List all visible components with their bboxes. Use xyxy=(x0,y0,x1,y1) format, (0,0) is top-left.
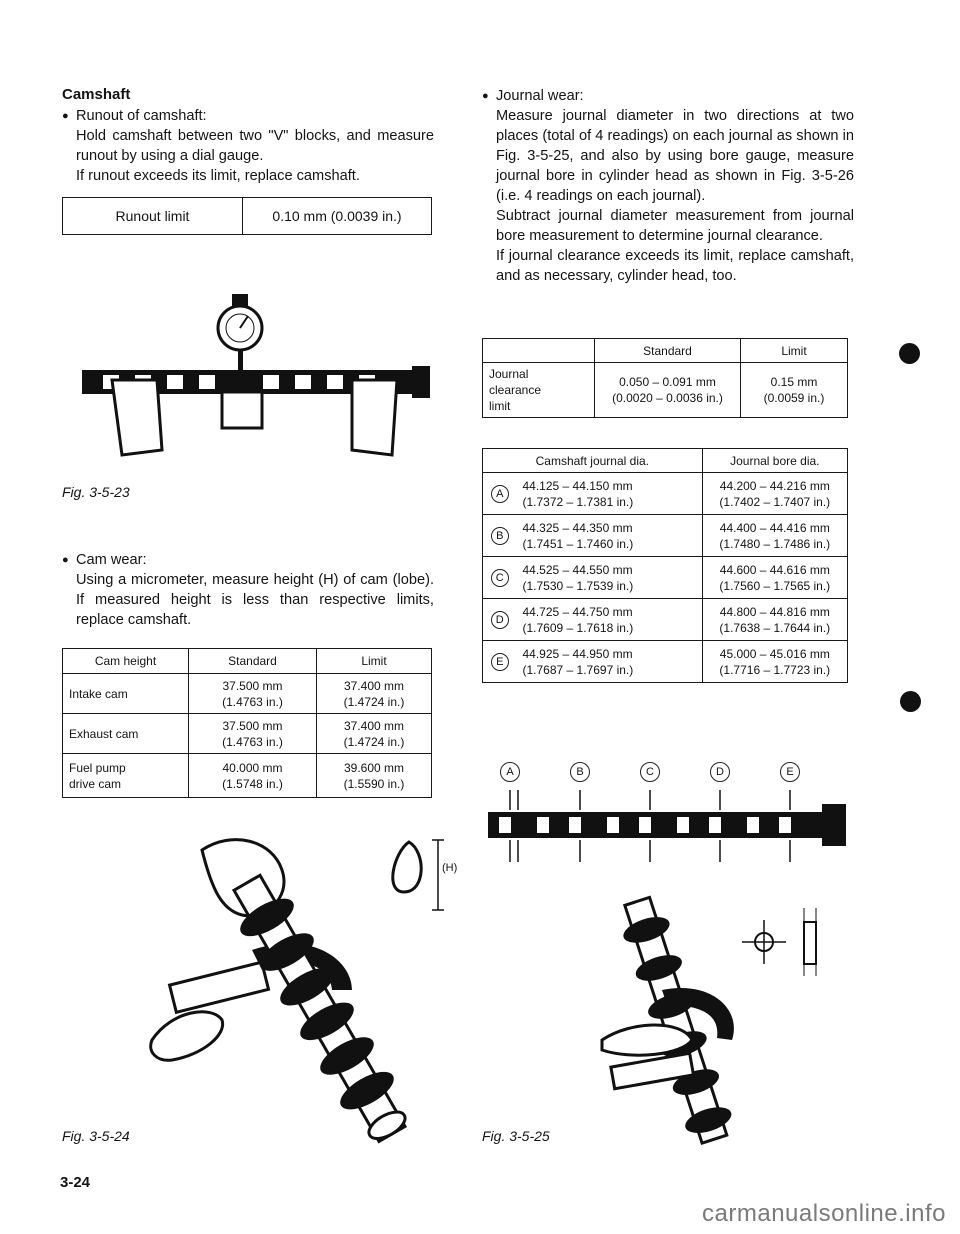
journal-mark-b: B xyxy=(491,527,509,545)
journal-dia: 44.725 – 44.750 mm (1.7609 – 1.7618 in.) xyxy=(517,599,703,641)
journal-dia: 44.925 – 44.950 mm (1.7687 – 1.7697 in.) xyxy=(517,641,703,683)
journal-wear-section xyxy=(482,86,854,286)
cam-name: Intake cam xyxy=(63,674,189,714)
journal-label-e: E xyxy=(780,762,800,782)
blank-header xyxy=(483,339,595,363)
table-row xyxy=(483,473,848,515)
height-arrow-icon xyxy=(428,838,448,912)
fig-3-5-23-caption: Fig. 3-5-23 xyxy=(62,484,130,500)
journal-micrometer-figure xyxy=(542,880,854,1150)
binding-hole-mark xyxy=(899,343,920,364)
clearance-limit: 0.15 mm (0.0059 in.) xyxy=(741,363,848,418)
journal-bore: 44.600 – 44.616 mm (1.7560 – 1.7565 in.) xyxy=(702,557,847,599)
runout-value: 0.10 mm (0.0039 in.) xyxy=(243,198,432,235)
cam-wear-lead: ● Cam wear: xyxy=(62,550,434,570)
table-row xyxy=(483,363,848,418)
runout-text-2: If runout exceeds its limit, replace camshaft. xyxy=(76,168,360,184)
journal-wear-lead: ● Journal wear: xyxy=(482,86,854,106)
cam-name: Fuel pump drive cam xyxy=(63,754,189,798)
standard-header: Standard xyxy=(595,339,741,363)
journal-wear-text-1: Measure journal diameter in two directions at two places (total of 4 readings) on each journal as shown in Fig. 3-5-25, and also by using bore gauge, measure journal bore in cylinder head as shown in Fig. 3-5-26 (i.e. 4 readings on each journal). xyxy=(496,108,854,204)
cam-wear-section xyxy=(62,550,434,630)
cam-height-table xyxy=(62,648,432,798)
journal-mark-c: C xyxy=(491,569,509,587)
cam-standard: 37.500 mm (1.4763 in.) xyxy=(189,714,317,754)
runout-lead: ● Runout of camshaft: xyxy=(62,106,434,126)
table-row xyxy=(63,674,432,714)
cam-wear-micrometer-figure xyxy=(62,830,434,1155)
journal-bore: 44.800 – 44.816 mm (1.7638 – 1.7644 in.) xyxy=(702,599,847,641)
clearance-standard: 0.050 – 0.091 mm (0.0020 – 0.0036 in.) xyxy=(595,363,741,418)
section-title: Camshaft xyxy=(62,86,131,103)
cam-limit: 37.400 mm (1.4724 in.) xyxy=(317,714,432,754)
camshaft-journal-header: Camshaft journal dia. xyxy=(483,449,703,473)
table-row xyxy=(483,557,848,599)
journal-clearance-table xyxy=(482,338,848,418)
cam-limit: 37.400 mm (1.4724 in.) xyxy=(317,674,432,714)
journal-dia: 44.125 – 44.150 mm (1.7372 – 1.7381 in.) xyxy=(517,473,703,515)
journal-dia: 44.325 – 44.350 mm (1.7451 – 1.7460 in.) xyxy=(517,515,703,557)
cam-height-header: Cam height xyxy=(63,649,189,674)
journal-wear-text-3: If journal clearance exceeds its limit, replace camshaft, and as necessary, cylinder head, too. xyxy=(496,248,854,284)
cam-standard: 37.500 mm (1.4763 in.) xyxy=(189,674,317,714)
runout-label: Runout limit xyxy=(63,198,243,235)
journal-label-b: B xyxy=(570,762,590,782)
runout-table xyxy=(62,197,432,235)
table-row xyxy=(63,714,432,754)
runout-section xyxy=(62,106,434,186)
journal-label-c: C xyxy=(640,762,660,782)
journal-dia: 44.525 – 44.550 mm (1.7530 – 1.7539 in.) xyxy=(517,557,703,599)
limit-header: Limit xyxy=(317,649,432,674)
journal-mark-a: A xyxy=(491,485,509,503)
height-label: (H) xyxy=(442,862,458,874)
journal-label-a: A xyxy=(500,762,520,782)
watermark: carmanualsonline.info xyxy=(702,1200,946,1227)
binding-hole-mark xyxy=(900,691,921,712)
journal-mark-e: E xyxy=(491,653,509,671)
camshaft-journal-figure xyxy=(482,786,854,866)
cam-standard: 40.000 mm (1.5748 in.) xyxy=(189,754,317,798)
page-number: 3-24 xyxy=(60,1174,91,1191)
camshaft-runout-figure xyxy=(62,280,434,460)
fig-3-5-25-caption: Fig. 3-5-25 xyxy=(482,1128,550,1144)
journal-bore: 45.000 – 45.016 mm (1.7716 – 1.7723 in.) xyxy=(702,641,847,683)
runout-text-1: Hold camshaft between two "V" blocks, and measure runout by using a dial gauge. xyxy=(76,128,434,164)
standard-header: Standard xyxy=(189,649,317,674)
table-row xyxy=(63,754,432,798)
journal-label-d: D xyxy=(710,762,730,782)
table-row xyxy=(483,599,848,641)
cam-name: Exhaust cam xyxy=(63,714,189,754)
journal-mark-d: D xyxy=(491,611,509,629)
limit-header: Limit xyxy=(741,339,848,363)
journal-bore: 44.400 – 44.416 mm (1.7480 – 1.7486 in.) xyxy=(702,515,847,557)
journal-bore-header: Journal bore dia. xyxy=(702,449,847,473)
journal-wear-text-2: Subtract journal diameter measurement from journal bore measurement to determine journal clearance. xyxy=(496,208,854,244)
cam-limit: 39.600 mm (1.5590 in.) xyxy=(317,754,432,798)
journal-clearance-label: Journal clearance limit xyxy=(483,363,595,418)
cam-wear-text: Using a micrometer, measure height (H) of cam (lobe). If measured height is less than respective limits, replace camshaft. xyxy=(76,572,434,628)
journal-diameter-table xyxy=(482,448,848,683)
journal-bore: 44.200 – 44.216 mm (1.7402 – 1.7407 in.) xyxy=(702,473,847,515)
table-row xyxy=(483,515,848,557)
table-row xyxy=(483,641,848,683)
fig-3-5-24-caption: Fig. 3-5-24 xyxy=(62,1128,130,1144)
